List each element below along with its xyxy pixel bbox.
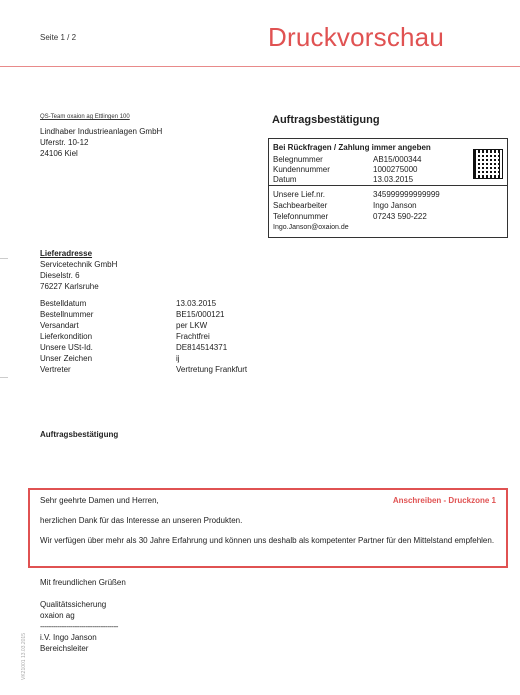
regards: Mit freundlichen Grüßen	[40, 578, 126, 587]
punch-mark	[0, 377, 8, 378]
info-row	[273, 200, 440, 211]
detail-value: Vertretung Frankfurt	[176, 365, 248, 374]
recipient-line: Uferstr. 10-12	[40, 138, 89, 147]
signer: i.V. Ingo Janson	[40, 633, 97, 642]
delivery-line: 76227 Karlsruhe	[40, 282, 99, 291]
form-id-mark: VK21001 13.03.2015	[21, 633, 27, 680]
recipient-line: 24106 Kiel	[40, 149, 78, 158]
recipient-line: Lindhaber Industrieanlagen GmbH	[40, 127, 163, 136]
paragraph: Wir verfügen über mehr als 30 Jahre Erfahrung und können uns deshalb als kompetenter Partner für den Mittelstand empfehlen.	[40, 536, 495, 545]
detail-value: Frachtfrei	[176, 332, 210, 341]
delivery-address	[40, 259, 117, 292]
print-preview-title: Druckvorschau	[268, 22, 444, 52]
header-divider	[0, 66, 520, 67]
page-indicator: Seite 1 / 2	[40, 33, 77, 42]
info-row	[273, 211, 440, 222]
sender-line: QS-Team oxaion ag Ettlingen 100	[40, 114, 130, 120]
info-value: 07243 590-222	[373, 212, 427, 221]
detail-key: Unsere USt-Id.	[40, 343, 93, 352]
signer-role: Bereichsleiter	[40, 644, 89, 653]
info-key: Kundennummer	[273, 165, 330, 174]
detail-row	[40, 342, 247, 353]
delivery-address-heading: Lieferadresse	[40, 249, 93, 258]
info-key: Telefonnummer	[273, 212, 329, 221]
info-value: 13.03.2015	[373, 175, 414, 184]
detail-value: ij	[176, 354, 180, 363]
detail-row	[40, 331, 247, 342]
print-zone-1[interactable]	[28, 488, 508, 568]
info-key: Datum	[273, 175, 297, 184]
recipient-address	[40, 126, 162, 159]
info-row	[273, 189, 440, 200]
detail-row	[40, 309, 247, 320]
department: Qualitätssicherung	[40, 600, 107, 609]
greeting: Sehr geehrte Damen und Herren,	[40, 496, 159, 505]
info-row	[273, 155, 422, 165]
info-value: Ingo Janson	[373, 201, 417, 210]
info-key: Unsere Lief.nr.	[273, 190, 326, 199]
print-zone-label: Anschreiben - Druckzone 1	[392, 496, 496, 505]
detail-key: Unser Zeichen	[40, 354, 93, 363]
document-title: Auftragsbestätigung	[272, 114, 380, 126]
detail-row	[40, 320, 247, 331]
contact-email: Ingo.Janson@oxaion.de	[273, 224, 349, 231]
order-details	[40, 298, 247, 375]
info-box-header: Bei Rückfragen / Zahlung immer angeben	[273, 143, 431, 152]
detail-value: per LKW	[176, 321, 208, 330]
info-row	[273, 175, 422, 185]
detail-row	[40, 364, 247, 375]
section-heading: Auftragsbestätigung	[40, 430, 119, 439]
info-box-divider	[269, 185, 507, 186]
reference-info-box	[268, 138, 508, 238]
info-value: AB15/000344	[373, 155, 422, 164]
datamatrix-code	[473, 149, 503, 179]
contact-rows	[273, 189, 440, 233]
delivery-line: Servicetechnik GmbH	[40, 260, 118, 269]
info-key: Belegnummer	[273, 155, 323, 164]
info-key: Sachbearbeiter	[273, 201, 328, 210]
company: oxaion ag	[40, 611, 75, 620]
reference-rows	[273, 155, 422, 185]
info-value: 345999999999999	[373, 190, 440, 199]
detail-value: 13.03.2015	[176, 299, 217, 308]
detail-key: Bestelldatum	[40, 299, 87, 308]
closing-block	[40, 577, 126, 654]
info-row	[273, 165, 422, 175]
detail-key: Lieferkondition	[40, 332, 93, 341]
detail-row	[40, 298, 247, 309]
info-value: 1000275000	[373, 165, 418, 174]
detail-key: Vertreter	[40, 365, 71, 374]
detail-value: BE15/000121	[176, 310, 225, 319]
cover-letter-text	[40, 496, 495, 556]
detail-row	[40, 353, 247, 364]
delivery-line: Dieselstr. 6	[40, 271, 80, 280]
paragraph: herzlichen Dank für das Interesse an unseren Produkten.	[40, 516, 243, 525]
fold-mark	[0, 258, 8, 259]
detail-value: DE814514371	[176, 343, 228, 352]
detail-key: Versandart	[40, 321, 79, 330]
detail-key: Bestellnummer	[40, 310, 94, 319]
signature-line: ------------------------------------	[40, 622, 118, 631]
